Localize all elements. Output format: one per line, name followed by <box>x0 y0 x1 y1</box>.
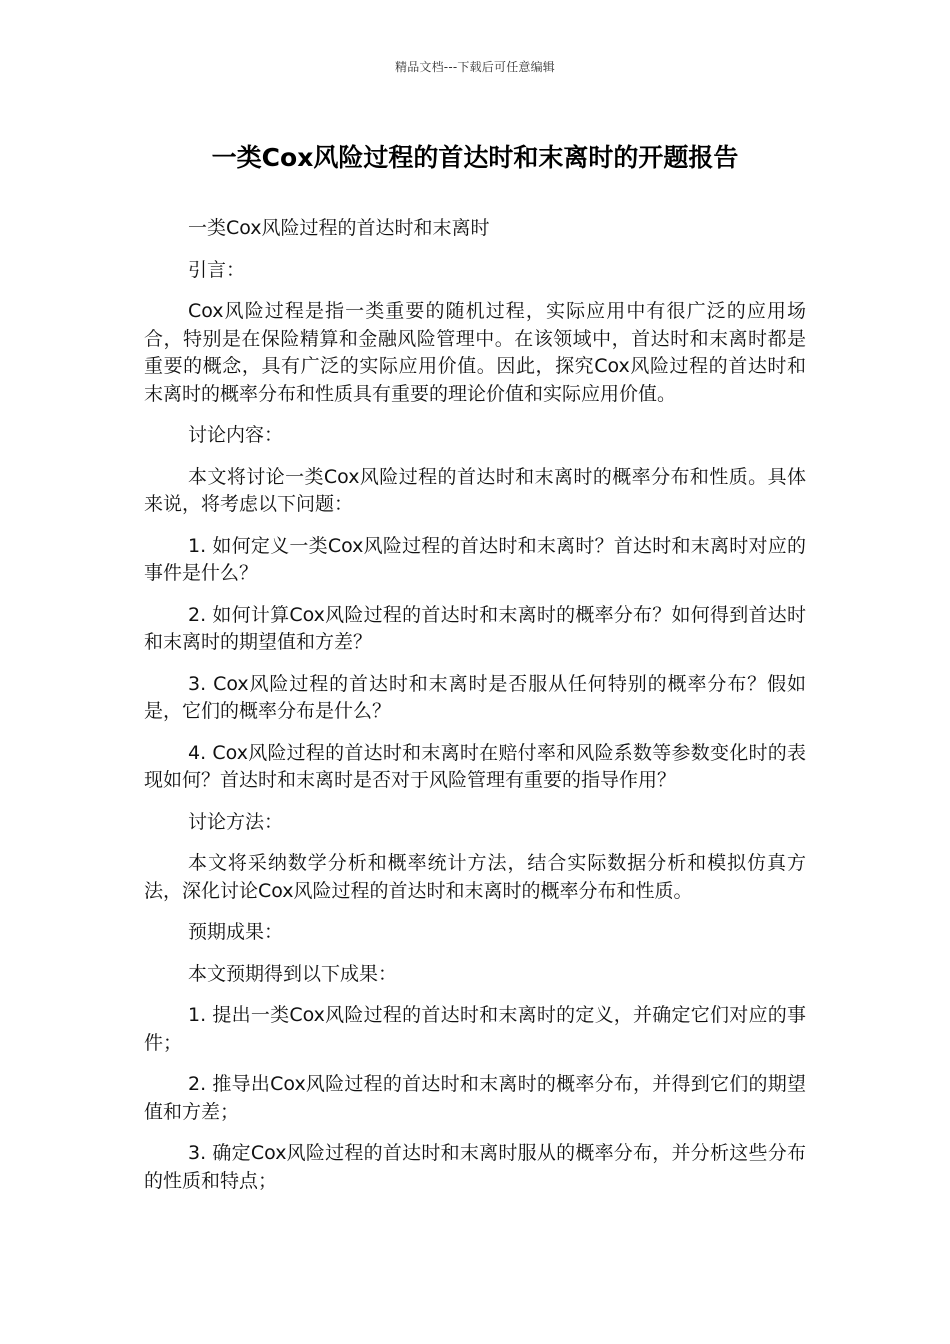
body-paragraph: 本文预期得到以下成果： <box>188 962 398 985</box>
result-item: 3. 确定Cox风险过程的首达时和末离时服从的概率分布，并分析这些分布的性质和特点； <box>144 1142 806 1192</box>
document-body <box>144 215 806 1209</box>
document-title: 一类Cox风险过程的首达时和末离时的开题报告 <box>211 143 739 172</box>
subtitle-paragraph: 一类Cox风险过程的首达时和末离时 <box>188 217 490 239</box>
body-paragraph: 本文将采纳数学分析和概率统计方法，结合实际数据分析和模拟仿真方法，深化讨论Cox风险过程的首达时和末离时的概率分布和性质。 <box>144 852 806 902</box>
section-heading-method: 讨论方法： <box>188 810 284 833</box>
question-item: 4. Cox风险过程的首达时和末离时在赔付率和风险系数等参数变化时的表现如何？首达时和末离时是否对于风险管理有重要的指导作用？ <box>144 741 806 791</box>
result-item: 2. 推导出Cox风险过程的首达时和末离时的概率分布，并得到它们的期望值和方差； <box>144 1073 806 1123</box>
question-item: 2. 如何计算Cox风险过程的首达时和末离时的概率分布？如何得到首达时和末离时的期望值和方差？ <box>144 603 806 653</box>
section-heading-introduction: 引言： <box>188 258 246 281</box>
section-heading-content: 讨论内容： <box>188 424 284 446</box>
body-paragraph: 本文将讨论一类Cox风险过程的首达时和末离时的概率分布和性质。具体来说，将考虑以下问题： <box>144 465 806 515</box>
question-item: 1. 如何定义一类Cox风险过程的首达时和末离时？首达时和末离时对应的事件是什么？ <box>144 534 806 584</box>
result-item: 1. 提出一类Cox风险过程的首达时和末离时的定义，并确定它们对应的事件； <box>144 1004 806 1054</box>
header-note: 精品文档---下载后可任意编辑 <box>395 60 555 74</box>
question-item: 3. Cox风险过程的首达时和末离时是否服从任何特别的概率分布？假如是，它们的概率分布是什么？ <box>144 672 806 722</box>
body-paragraph: Cox风险过程是指一类重要的随机过程，实际应用中有很广泛的应用场合，特别是在保险精算和金融风险管理中。在该领域中，首达时和末离时都是重要的概念，具有广泛的实际应用价值。因此，探究Cox风险过程的首达时和末离时的概率分布和性质具有重要的理论价值和实际应用价值。 <box>144 300 806 405</box>
section-heading-results: 预期成果： <box>188 921 284 943</box>
